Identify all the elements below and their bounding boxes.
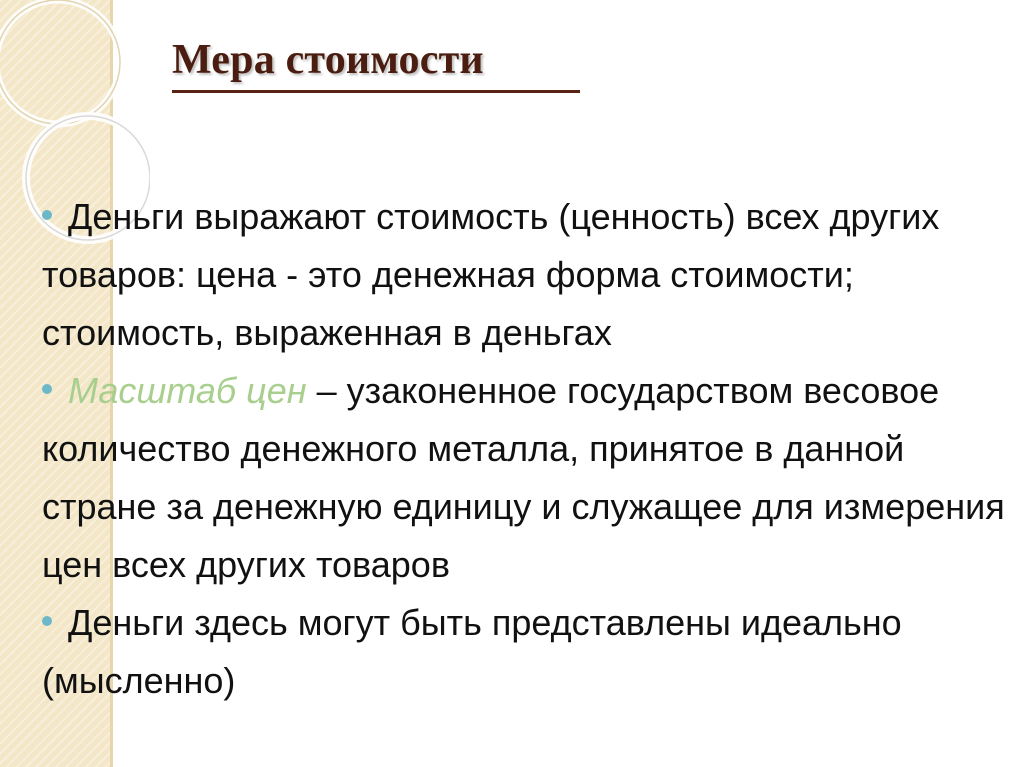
bullet-text: Деньги выражают стоимость (ценность) всех других товаров: цена - это денежная форма стоимости; стоимость, выраженная в деньгах (42, 196, 940, 353)
bullet-term: Масштаб цен (68, 370, 307, 411)
bullet-item (42, 188, 1012, 362)
slide-content (42, 188, 1012, 710)
title-underline (172, 90, 580, 93)
bullet-text: Деньги здесь могут быть представлены идеально (мысленно) (42, 602, 902, 701)
bullet-item (42, 594, 1012, 710)
round-bullet-icon (42, 616, 52, 626)
bullet-text: – узаконенное государством весовое количество денежного металла, принятое в данной стране за денежную единицу и служащее для измерения цен всех других товаров (42, 370, 1005, 585)
slide-title: Мера стоимости (172, 37, 484, 83)
round-bullet-icon (42, 384, 52, 394)
bullet-item (42, 362, 1012, 594)
round-bullet-icon (42, 210, 52, 220)
